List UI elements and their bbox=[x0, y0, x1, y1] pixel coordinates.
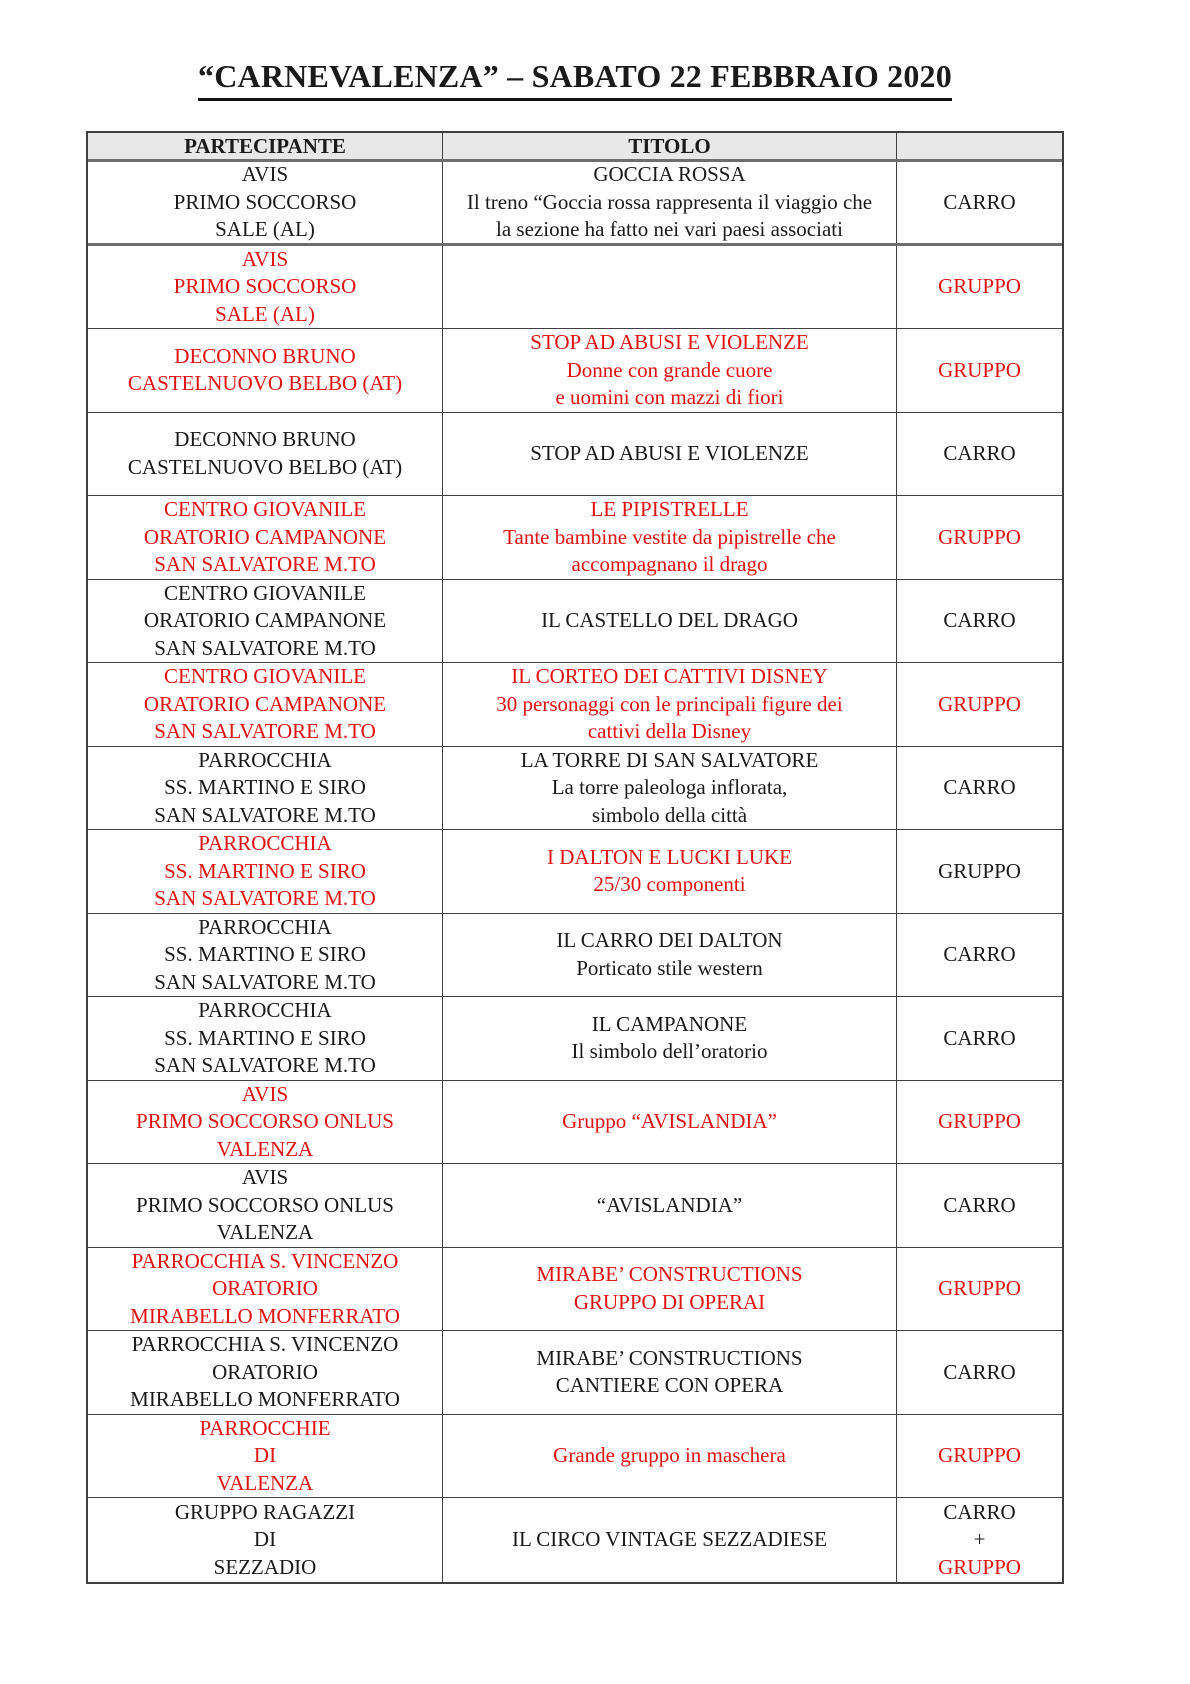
type-cell bbox=[897, 830, 1062, 913]
cell-line: VALENZA bbox=[216, 1220, 314, 1244]
cell-line: SS. MARTINO E SIRO bbox=[164, 942, 366, 966]
title-area bbox=[86, 58, 1064, 101]
cell-line: PARROCCHIA bbox=[198, 998, 332, 1022]
cell-line: DI bbox=[253, 1443, 277, 1467]
cell-line: IL CASTELLO DEL DRAGO bbox=[541, 608, 798, 632]
title-cell bbox=[443, 1331, 897, 1414]
table-row bbox=[88, 246, 1062, 330]
table-row bbox=[88, 413, 1062, 497]
cell-line: Tante bambine vestite da pipistrelle che bbox=[503, 524, 836, 549]
title-cell bbox=[443, 329, 897, 412]
cell-line: STOP AD ABUSI E VIOLENZE bbox=[530, 441, 809, 465]
cell-line: CENTRO GIOVANILE bbox=[163, 580, 366, 605]
cell-line: I DALTON E LUCKI LUKE bbox=[547, 844, 792, 869]
cell-line: SEZZADIO bbox=[213, 1554, 317, 1579]
title-cell bbox=[443, 162, 897, 243]
cell-line: ORATORIO bbox=[212, 1276, 318, 1300]
cell-line: e uomini con mazzi di fiori bbox=[555, 385, 784, 409]
title-cell bbox=[443, 496, 897, 579]
type-cell bbox=[897, 1248, 1062, 1331]
cell-line: Gruppo “AVISLANDIA” bbox=[562, 1109, 777, 1133]
cell-line: SAN SALVATORE M.TO bbox=[154, 802, 376, 827]
cell-line: PRIMO SOCCORSO bbox=[173, 274, 357, 298]
participant-cell bbox=[88, 830, 443, 913]
cell-line: Porticato stile western bbox=[576, 955, 763, 980]
title-cell bbox=[443, 246, 897, 329]
cell-line: SAN SALVATORE M.TO bbox=[154, 635, 376, 660]
cell-line: GRUPPO bbox=[938, 524, 1021, 549]
cell-line: Il treno “Goccia rossa rappresenta il viaggio che bbox=[466, 189, 873, 214]
cell-line: GRUPPO bbox=[938, 1109, 1021, 1133]
table-row bbox=[88, 329, 1062, 413]
cell-line: PARROCCHIA bbox=[198, 914, 332, 939]
title-cell bbox=[443, 580, 897, 663]
table-row bbox=[88, 1248, 1062, 1332]
type-cell bbox=[897, 1498, 1062, 1582]
cell-line: SAN SALVATORE M.TO bbox=[154, 886, 376, 910]
table-row bbox=[88, 1498, 1062, 1582]
table-row bbox=[88, 663, 1062, 747]
title-cell bbox=[443, 1164, 897, 1247]
table-body bbox=[88, 162, 1062, 1582]
type-cell bbox=[897, 914, 1062, 997]
cell-line: CARRO bbox=[943, 441, 1016, 465]
cell-line: GRUPPO bbox=[938, 274, 1021, 298]
cell-line: VALENZA bbox=[216, 1136, 314, 1161]
title-cell bbox=[443, 997, 897, 1080]
type-cell bbox=[897, 329, 1062, 412]
table-row bbox=[88, 496, 1062, 580]
participant-cell bbox=[88, 663, 443, 746]
table-row bbox=[88, 1081, 1062, 1165]
title-cell bbox=[443, 1415, 897, 1498]
cell-line: IL CAMPANONE bbox=[591, 1011, 748, 1036]
cell-line: + bbox=[973, 1527, 986, 1551]
table-header-row bbox=[88, 133, 1062, 162]
type-cell bbox=[897, 1164, 1062, 1247]
cell-line: 30 personaggi con le principali figure dei bbox=[496, 691, 843, 716]
participant-cell bbox=[88, 580, 443, 663]
cell-line: IL CORTEO DEI CATTIVI DISNEY bbox=[511, 664, 828, 688]
title-cell bbox=[443, 1248, 897, 1331]
cell-line: SAN SALVATORE M.TO bbox=[154, 969, 376, 994]
title-cell bbox=[443, 1081, 897, 1164]
cell-line: PARROCCHIA bbox=[198, 831, 332, 855]
cell-line: MIRABE’ CONSTRUCTIONS bbox=[536, 1345, 803, 1370]
cell-line: Il simbolo dell’oratorio bbox=[571, 1039, 768, 1064]
cell-line: GRUPPO bbox=[938, 1443, 1021, 1467]
cell-line: PARROCCHIA S. VINCENZO bbox=[131, 1248, 399, 1273]
cell-line: DECONNO BRUNO bbox=[174, 343, 356, 368]
type-cell bbox=[897, 997, 1062, 1080]
type-cell bbox=[897, 663, 1062, 746]
cell-line: accompagnano il drago bbox=[571, 552, 768, 576]
cell-line: GRUPPO bbox=[938, 357, 1021, 382]
cell-line: SAN SALVATORE M.TO bbox=[154, 719, 376, 743]
header-titolo: TITOLO bbox=[443, 133, 897, 159]
title-cell bbox=[443, 1498, 897, 1582]
cell-line: PRIMO SOCCORSO ONLUS bbox=[136, 1192, 394, 1217]
cell-line: LE PIPISTRELLE bbox=[590, 497, 749, 521]
cell-line: SALE (AL) bbox=[215, 217, 315, 241]
cell-line: CARRO bbox=[943, 1192, 1016, 1217]
cell-line: CASTELNUOVO BELBO (AT) bbox=[127, 454, 403, 479]
cell-line: GRUPPO bbox=[938, 1276, 1021, 1300]
type-cell bbox=[897, 496, 1062, 579]
cell-line: AVIS bbox=[241, 1081, 289, 1106]
participant-cell bbox=[88, 1331, 443, 1414]
cell-line: CARRO bbox=[943, 942, 1016, 966]
cell-line: CANTIERE CON OPERA bbox=[555, 1373, 784, 1398]
cell-line: LA TORRE DI SAN SALVATORE bbox=[520, 747, 819, 772]
cell-line: PARROCCHIA bbox=[198, 747, 332, 772]
participant-cell bbox=[88, 997, 443, 1080]
cell-line: ORATORIO CAMPANONE bbox=[143, 608, 387, 632]
type-cell bbox=[897, 1081, 1062, 1164]
cell-line: ORATORIO bbox=[212, 1359, 318, 1384]
cell-line: IL CARRO DEI DALTON bbox=[556, 928, 783, 953]
cell-line: ORATORIO CAMPANONE bbox=[143, 524, 387, 549]
cell-line: CENTRO GIOVANILE bbox=[163, 497, 366, 521]
cell-line: SAN SALVATORE M.TO bbox=[154, 1053, 376, 1077]
participant-cell bbox=[88, 1248, 443, 1331]
title-cell bbox=[443, 914, 897, 997]
title-cell bbox=[443, 830, 897, 913]
cell-line: SS. MARTINO E SIRO bbox=[164, 775, 366, 799]
cell-line: CASTELNUOVO BELBO (AT) bbox=[127, 371, 403, 396]
cell-line: AVIS bbox=[241, 246, 289, 271]
table-row bbox=[88, 830, 1062, 914]
participant-cell bbox=[88, 1498, 443, 1582]
type-cell bbox=[897, 1331, 1062, 1414]
type-cell bbox=[897, 413, 1062, 496]
cell-line: “AVISLANDIA” bbox=[596, 1192, 743, 1217]
cell-line: MIRABELLO MONFERRATO bbox=[130, 1303, 400, 1328]
cell-line: PARROCCHIE bbox=[199, 1415, 331, 1440]
table-row bbox=[88, 914, 1062, 998]
cell-line: SAN SALVATORE M.TO bbox=[154, 552, 376, 576]
participant-cell bbox=[88, 1081, 443, 1164]
cell-line: AVIS bbox=[241, 162, 289, 186]
cell-line: Grande gruppo in maschera bbox=[553, 1443, 786, 1467]
cell-line: Donne con grande cuore bbox=[566, 357, 773, 382]
participant-cell bbox=[88, 914, 443, 997]
cell-line: DI bbox=[253, 1527, 277, 1551]
cell-line: CARRO bbox=[943, 608, 1016, 632]
cell-line: GRUPPO bbox=[938, 1554, 1021, 1579]
cell-line: La torre paleologa inflorata, bbox=[551, 775, 788, 799]
cell-line: CARRO bbox=[943, 1025, 1016, 1050]
cell-line: VALENZA bbox=[216, 1470, 314, 1495]
title-cell bbox=[443, 663, 897, 746]
participant-cell bbox=[88, 1415, 443, 1498]
cell-line: SS. MARTINO E SIRO bbox=[164, 1025, 366, 1050]
cell-line: MIRABELLO MONFERRATO bbox=[130, 1387, 400, 1411]
table-row bbox=[88, 747, 1062, 831]
participant-cell bbox=[88, 162, 443, 243]
cell-line: MIRABE’ CONSTRUCTIONS bbox=[536, 1262, 803, 1287]
title-cell bbox=[443, 747, 897, 830]
table-row bbox=[88, 162, 1062, 246]
cell-line: cattivi della Disney bbox=[587, 719, 752, 743]
participants-table bbox=[86, 131, 1064, 1584]
cell-line: simbolo della città bbox=[591, 802, 748, 827]
page-title: “CARNEVALENZA” – SABATO 22 FEBBRAIO 2020 bbox=[198, 58, 952, 101]
participant-cell bbox=[88, 246, 443, 329]
title-cell bbox=[443, 413, 897, 496]
type-cell bbox=[897, 580, 1062, 663]
cell-line: CARRO bbox=[943, 189, 1016, 214]
cell-line: CARRO bbox=[943, 1359, 1016, 1384]
type-cell bbox=[897, 162, 1062, 243]
cell-line: GRUPPO DI OPERAI bbox=[573, 1289, 766, 1314]
cell-line: 25/30 componenti bbox=[593, 872, 746, 897]
cell-line: GOCCIA ROSSA bbox=[593, 162, 746, 186]
table-row bbox=[88, 580, 1062, 664]
cell-line: GRUPPO bbox=[938, 691, 1021, 716]
cell-line: CARRO bbox=[943, 775, 1016, 799]
cell-line: CENTRO GIOVANILE bbox=[163, 664, 366, 688]
header-partecipante: PARTECIPANTE bbox=[88, 133, 443, 159]
cell-line: PARROCCHIA S. VINCENZO bbox=[131, 1332, 399, 1356]
cell-line: IL CIRCO VINTAGE SEZZADIESE bbox=[511, 1527, 828, 1551]
cell-line: SALE (AL) bbox=[215, 301, 315, 326]
cell-line: SS. MARTINO E SIRO bbox=[164, 858, 366, 883]
cell-line: DECONNO BRUNO bbox=[174, 427, 356, 452]
participant-cell bbox=[88, 747, 443, 830]
participant-cell bbox=[88, 413, 443, 496]
cell-line: PRIMO SOCCORSO ONLUS bbox=[136, 1109, 394, 1133]
cell-line: GRUPPO bbox=[938, 858, 1021, 883]
participant-cell bbox=[88, 329, 443, 412]
cell-line: GRUPPO RAGAZZI bbox=[174, 1499, 356, 1524]
cell-line: PRIMO SOCCORSO bbox=[173, 189, 357, 214]
table-row bbox=[88, 1415, 1062, 1499]
cell-line: ORATORIO CAMPANONE bbox=[143, 691, 387, 716]
type-cell bbox=[897, 246, 1062, 329]
participant-cell bbox=[88, 1164, 443, 1247]
cell-line: CARRO bbox=[943, 1499, 1016, 1524]
type-cell bbox=[897, 747, 1062, 830]
table-row bbox=[88, 1331, 1062, 1415]
header-tipo bbox=[897, 133, 1062, 159]
participant-cell bbox=[88, 496, 443, 579]
cell-line: AVIS bbox=[241, 1165, 289, 1189]
cell-line: STOP AD ABUSI E VIOLENZE bbox=[530, 330, 809, 354]
table-row bbox=[88, 997, 1062, 1081]
table-row bbox=[88, 1164, 1062, 1248]
cell-line: la sezione ha fatto nei vari paesi associati bbox=[496, 217, 843, 241]
type-cell bbox=[897, 1415, 1062, 1498]
